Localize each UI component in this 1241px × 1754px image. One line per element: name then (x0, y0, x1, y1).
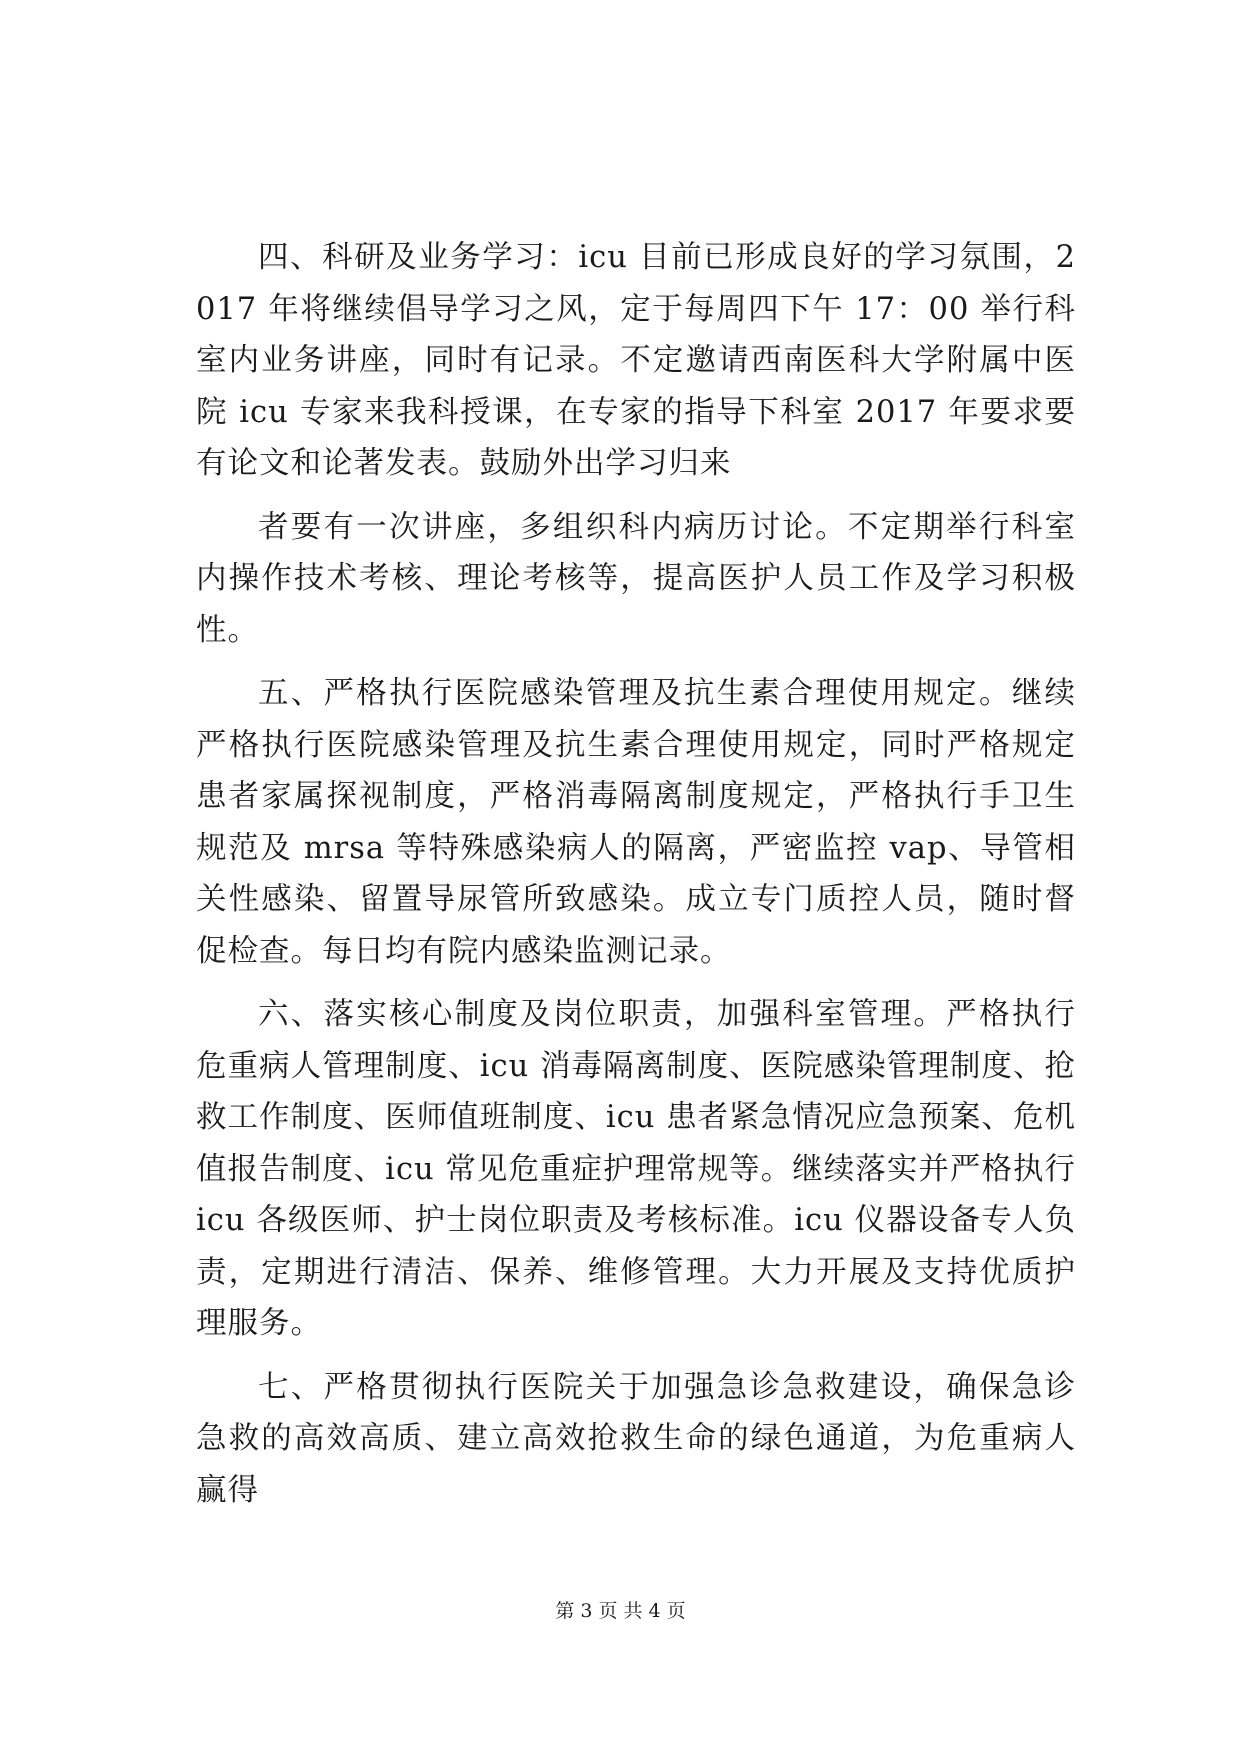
page-number-footer: 第 3 页 共 4 页 (555, 1600, 686, 1622)
paragraph-research-study: 四、科研及业务学习：icu 目前已形成良好的学习氛围，2017 年将继续倡导学习之风，定于每周四下午 17：00 举行科室内业务讲座，同时有记录。不定邀请西南医科大学附属中医院 icu 专家来我科授课，在专家的指导下科室 2017 年要求要有论文和论著发表。鼓励外出学习归来 (196, 240, 1076, 481)
paragraph-core-system: 六、落实核心制度及岗位职责，加强科室管理。严格执行危重病人管理制度、icu 消毒隔离制度、医院感染管理制度、抢救工作制度、医师值班制度、icu 患者紧急情况应急预案、危机值报告制度、icu 常见危重症护理常规等。继续落实并严格执行 icu 各级医师、护士岗位职责及考核标准。icu 仪器设备专人负责，定期进行清洁、保养、维修管理。大力开展及支持优质护理服务。 (196, 997, 1076, 1341)
document-body (196, 232, 1076, 1516)
paragraph-research-study-continued: 者要有一次讲座，多组织科内病历讨论。不定期举行科室内操作技术考核、理论考核等，提高医护人员工作及学习积极性。 (196, 509, 1076, 648)
paragraph-infection-control: 五、严格执行医院感染管理及抗生素合理使用规定。继续严格执行医院感染管理及抗生素合理使用规定，同时严格规定患者家属探视制度，严格消毒隔离制度规定，严格执行手卫生规范及 mrsa 等特殊感染病人的隔离，严密监控 vap、导管相关性感染、留置导尿管所致感染。成立专门质控人员，随时督促检查。每日均有院内感染监测记录。 (196, 676, 1076, 969)
paragraph-emergency-construction: 七、严格贯彻执行医院关于加强急诊急救建设，确保急诊急救的高效高质、建立高效抢救生命的绿色通道，为危重病人赢得 (196, 1369, 1076, 1508)
